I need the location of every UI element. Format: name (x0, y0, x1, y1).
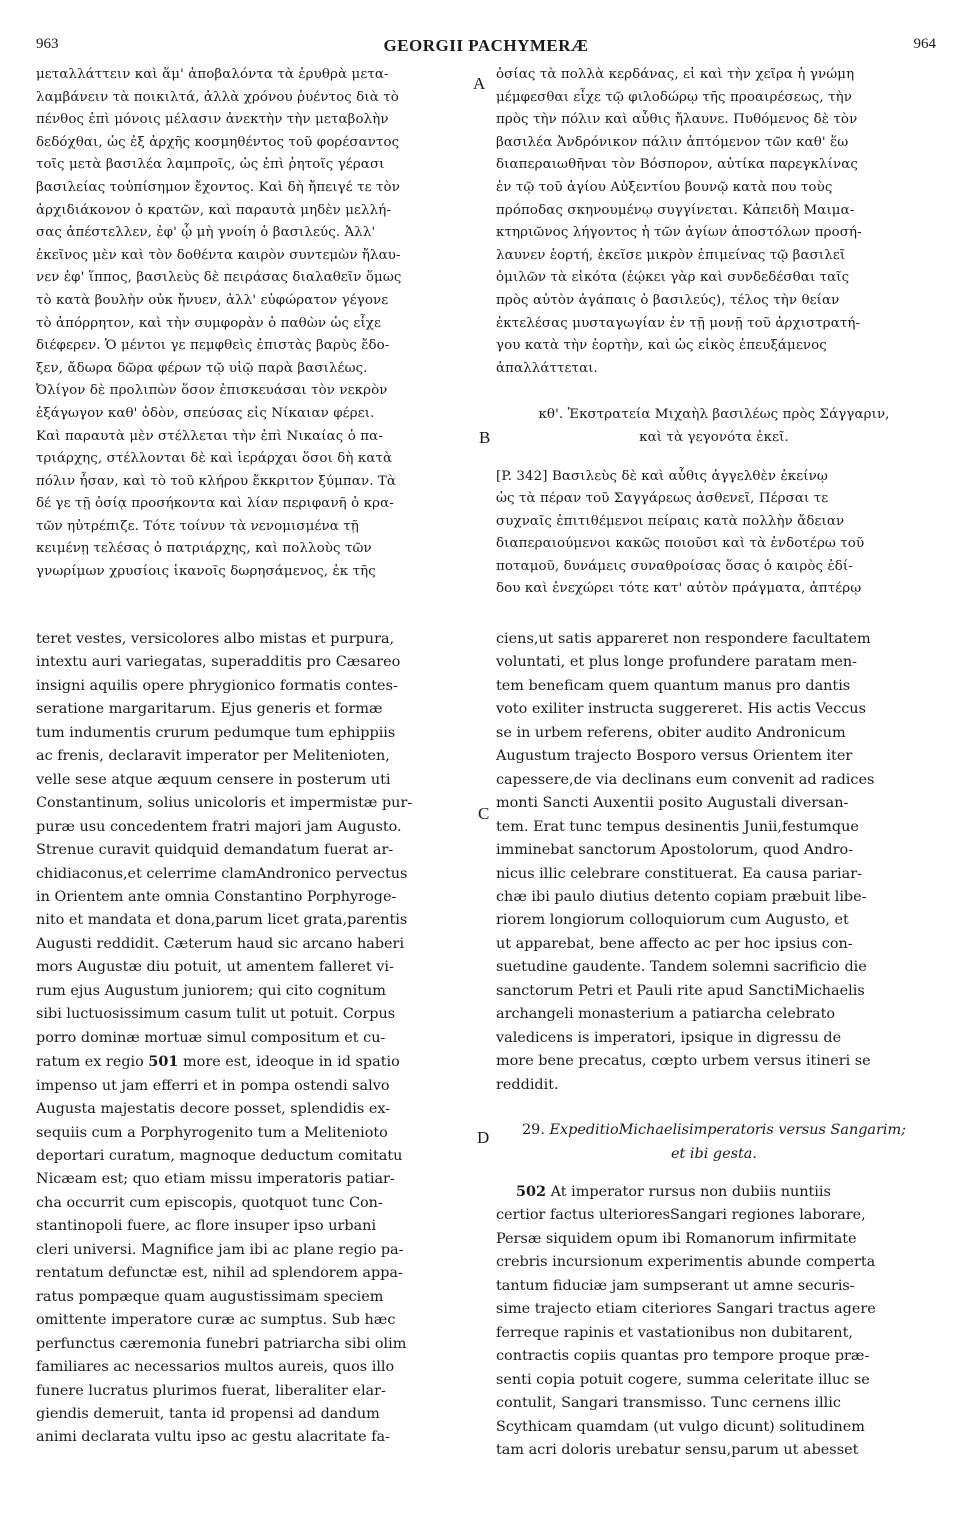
latin-text-line: porro dominæ mortuæ simul compositum et cu- (36, 1029, 386, 1046)
latin-text-line: puræ usu concedentem fratri majori jam Augusto. (36, 818, 402, 835)
greek-text-line: πρὸς τὴν πόλιν καὶ αὖθις ἤλαυνε. Πυθόμενος δὲ τὸν (496, 112, 858, 128)
greek-text-line: δέ γε τῇ ὁσίᾳ προσήκοντα καὶ λίαν περιφανῆ ὁ κρα- (36, 496, 394, 512)
latin-chapter-number: 29. (522, 1122, 545, 1139)
latin-text-line: seratione margaritarum. Ejus generis et formæ (36, 701, 383, 718)
running-title: GEORGII PACHYMERÆ (383, 36, 589, 55)
latin-text-line: tam acri doloris urebatur sensu,parum ut abesset (496, 1441, 859, 1458)
latin-line-text-tail: more est, ideoque in id spatio (178, 1054, 400, 1071)
latin-text-line: rentatum defunctæ est, nihil ad splendorem appa- (36, 1265, 403, 1282)
greek-text-line: ἀπαλλάττεται. (496, 360, 598, 376)
latin-text-line: crebris incursionum experimentis abunde comperta (496, 1254, 876, 1271)
greek-text-line: γου κατὰ τὴν ἑορτὴν, καὶ ὡς εἰκὸς ἐπευξάμενος (496, 338, 827, 354)
latin-line-text: ratum ex regio (36, 1054, 149, 1071)
greek-text-line: μέμφεσθαι εἶχε τῷ φιλοδώρῳ τῆς προαιρέσεως, τὴν (496, 89, 852, 105)
latin-right-paragraph-2 (496, 1204, 932, 1462)
greek-text-line: ἐκεῖνος μὲν καὶ τὸν δοθέντα καιρὸν συντεμὼν ἤλαυ- (36, 247, 401, 263)
greek-text-line: τὸ κατὰ βουλὴν οὐκ ἤνυεν, ἀλλ' εὐφώρατον γέγονε (36, 292, 389, 308)
latin-text-line: tantum fiduciæ jam sumpserant ut amne securis- (496, 1277, 855, 1294)
latin-text-line: voluntati, et plus longe profundere paratam men- (496, 654, 858, 671)
page-number-right: 964 (913, 36, 936, 52)
greek-text-left-column (36, 64, 470, 584)
greek-text-line: πρόποδας σκηνουμένῳ συγγίνεται. Κἀπειδὴ Μαιμα- (496, 202, 855, 218)
latin-line-text-tail: At imperator rursus non dubiis nuntiis (546, 1183, 831, 1200)
latin-text-line: sime trajecto etiam citeriores Sangari tractus agere (496, 1301, 876, 1318)
latin-text-line: senti copia potuit cogere, summa celeritate illuc se (496, 1371, 870, 1388)
margin-letter-b: B (479, 428, 491, 447)
greek-text-line: ὁμιλῶν τὰ εἰκότα (ἐῴκει γὰρ καὶ συνδεδέσθαι ταῖς (496, 270, 850, 286)
latin-text-line: capessere,de via declinans eum convenit ad radices (496, 771, 875, 788)
greek-text-line: Ὀλίγον δὲ προλιπὼν ὅσον ἐπισκευάσαι τὸν νεκρὸν (36, 383, 388, 399)
greek-text-line: νεν ἐφ' ἵππος, βασιλεὺς δὲ πειράσας διαλαθεῖν ὅμως (36, 270, 402, 286)
latin-text-line: contractis copiis quantas pro tempore proque præ- (496, 1348, 870, 1365)
margin-letter-c: C (478, 804, 490, 823)
greek-text-line: [P. 342] Βασιλεὺς δὲ καὶ αὖθις ἀγγελθὲν ἐκείνῳ (496, 468, 828, 484)
latin-left-lines-part2 (36, 1075, 474, 1450)
latin-text-line: funere lucratus plurimos fuerat, liberaliter elar- (36, 1382, 386, 1399)
margin-letter-a: A (473, 74, 486, 93)
greek-text-line: τριάρχης, στέλλονται δὲ καὶ ἱεράρχαι ὅσοι δὴ κατὰ (36, 451, 393, 467)
latin-text-line: ut apparebat, bene affecto ac per hoc ipsius con- (496, 935, 853, 952)
greek-text-line: διαπεραιούμενοι κακῶς ποιοῦσι καὶ τὰ ἐνδοτέρω τοῦ (496, 536, 865, 552)
latin-text-line: reddidit. (496, 1076, 559, 1093)
latin-text-line: ferreque rapinis et vastationibus non dubitarent, (496, 1324, 853, 1341)
latin-text-line: Strenue curavit quidquid demandatum fuerat ar- (36, 842, 394, 859)
greek-text-line: ὡς τὰ πέραν τοῦ Σαγγάρεως ἀσθενεῖ, Πέρσαι τε (496, 491, 829, 507)
latin-text-line: sequiis cum a Porphyrogenito tum a Melitenioto (36, 1124, 388, 1141)
greek-text-line: γνωρίμων χρυσίοις ἱκανοῖς δωρησάμενος, ἐκ τῆς (36, 564, 376, 580)
greek-text-line: πένθος ἐπὶ μόνοις μέλασιν ἀνεκτὴν τὴν μεταβολὴν (36, 112, 389, 128)
greek-right-paragraph-2 (496, 466, 932, 602)
greek-text-line: διαπεραιωθῆναι τὸν Βόσπορον, αὐτίκα παρεγκλίνας (496, 157, 858, 173)
latin-text-line: tem beneficam quem quantum manus pro dantis (496, 677, 851, 694)
latin-text-line: valedicens is imperatori, ipsique in digressu de (496, 1029, 842, 1046)
latin-text-line: nito et mandata et dona,parum licet grata,parentis (36, 912, 408, 929)
latin-text-line: certior factus ulterioresSangari regiones laborare, (496, 1207, 866, 1224)
greek-text-line: λαυνεν ἑορτή, ἐκεῖσε μικρὸν ἐπιμείνας τῷ βασιλεῖ (496, 247, 846, 263)
latin-text-line: Nicæam est; quo etiam missu imperatoris patiar- (36, 1171, 395, 1188)
latin-text-line: chidiaconus,et celerrime clamAndronico pervectus (36, 865, 408, 882)
greek-chapter-heading-line2: καὶ τὰ γεγονότα ἐκεῖ. (639, 429, 789, 445)
greek-text-line: κειμένῃ τελέσας ὁ πατριάρχης, καὶ πολλοὺς τῶν (36, 541, 372, 557)
latin-text-line: impenso ut jam efferri et in pompa ostendi salvo (36, 1077, 390, 1094)
greek-text-line: μεταλλάττειν καὶ ἅμ' ἀποβαλόντα τὰ ἐρυθρὰ μετα- (36, 67, 389, 82)
latin-text-line: nicus illic celebrare constituerat. Ea causa pariar- (496, 865, 862, 882)
latin-text-line: animi declarata vultu ipso ac gestu alacritate fa- (36, 1429, 390, 1446)
latin-text-line: contulit, Sangari transmisso. Tunc cernens illic (496, 1395, 841, 1412)
latin-text-line: rum ejus Augustum juniorem; qui cito cognitum (36, 982, 386, 999)
greek-text-line: λαμβάνειν τὰ ποικιλτά, ἀλλὰ χρόνου ῥυέντος διὰ τὸ (36, 89, 399, 105)
latin-text-line: Augusti reddidit. Cæterum haud sic arcano haberi (36, 935, 405, 952)
latin-line-with-page-marker (36, 1050, 474, 1074)
greek-text-line: ἐκτελέσας μυσταγωγίαν ἐν τῇ μονῇ τοῦ ἀρχιστρατή- (496, 315, 861, 331)
latin-text-line: cha occurrit cum episcopis, quotquot tunc Con- (36, 1194, 383, 1211)
latin-text-line: voto exiliter instructa suggereret. His actis Veccus (496, 701, 866, 718)
latin-text-line: stantinopoli fuere, ac flore insuper ipso urbani (36, 1218, 377, 1235)
latin-text-line: sibi luctuosissimum casum tulit ut potuit. Corpus (36, 1006, 396, 1023)
greek-text-line: ποταμοῦ, δυνάμεις συναθροίσας ὅσας ὁ καιρὸς ἐδί- (496, 558, 853, 574)
greek-text-line: ἐξάγωγον καθ' ὁδὸν, σπεύσας εἰς Νίκαιαν φέρει. (36, 405, 375, 421)
greek-text-line: Καὶ παραυτὰ μὲν στέλλεται τὴν ἐπὶ Νικαίας ὁ πα- (36, 428, 383, 444)
greek-text-line: ἐν τῷ τοῦ ἁγίου Αὐξεντίου βουνῷ κατὰ που τοὺς (496, 179, 833, 195)
latin-chapter-title: ExpeditioMichaelisimperatoris versus Sangarim; (549, 1122, 906, 1139)
greek-text-line: δεδόχθαι, ὡς ἐξ ἀρχῆς κοσμηθέντος τοῦ φορέσαντος (36, 134, 400, 150)
latin-text-line: ratus pompæque quam augustissimam speciem (36, 1288, 384, 1305)
latin-chapter-heading (496, 1119, 932, 1142)
latin-text-line: ciens,ut satis appareret non respondere facultatem (496, 631, 871, 647)
latin-text-line: se in urbem referens, obiter audito Andronicum (496, 724, 846, 741)
latin-text-line: perfunctus cæremonia funebri patriarcha sibi olim (36, 1335, 407, 1352)
latin-text-line: riorem longiorum colloquiorum cum Augusto, et (496, 912, 849, 929)
greek-text-line: σας ἀπέστελλεν, ἐφ' ᾧ μὴ γνοίη ὁ βασιλεύς. Ἀλλ' (36, 225, 376, 241)
greek-text-line: ξεν, ἄδωρα δῶρα φέρων τῷ υἱῷ παρὰ βασιλέως. (36, 360, 368, 376)
latin-text-line: familiares ac necessarios multos aureis, quos illo (36, 1359, 395, 1376)
greek-chapter-heading: κθ'. Ἐκστρατεία Μιχαὴλ βασιλέως πρὸς Σάγγαριν, (538, 407, 890, 423)
greek-text-line: δου καὶ ἐνεχώρει τότε κατ' αὐτὸν πράγματα, ἀπτέρῳ (496, 581, 862, 597)
latin-text-line: sanctorum Petri et Pauli rite apud SanctiMichaelis (496, 982, 865, 999)
latin-text-line: intextu auri variegatas, superadditis pro Cæsareo (36, 654, 401, 671)
greek-text-line: ὁσίας τὰ πολλὰ κερδάνας, εἰ καὶ τὴν χεῖρα ἡ γνώμη (496, 67, 855, 82)
latin-text-line: more bene precatus, cœpto urbem versus itineri se (496, 1053, 871, 1070)
greek-text-line: τὸ ἀπόρρητον, καὶ τὴν συμφορὰν ὁ παθὼν ὡς εἶχε (36, 315, 382, 331)
latin-text-line: omittente imperatore curæ ac sumptus. Sub hæc (36, 1312, 396, 1329)
latin-text-line: deportari curatum, magnoque deductum comitatu (36, 1147, 403, 1164)
latin-text-line: tem. Erat tunc tempus desinentis Junii,festumque (496, 818, 859, 835)
latin-line-with-page-marker (496, 1180, 932, 1204)
greek-text-line: κτηριῶνος λήγοντος ἡ τῶν ἁγίων ἀποστόλων προσή- (496, 225, 862, 241)
greek-text-line: διέφερεν. Ὁ μέντοι γε πεμφθεὶς ἐπιστὰς βαρὺς ἔδο- (36, 338, 390, 354)
latin-text-line: insigni aquilis opere phrygionico formatis contes- (36, 677, 398, 694)
latin-text-line: Augusta majestatis decore posset, splendidis ex- (36, 1101, 391, 1118)
latin-left-lines-part1 (36, 628, 474, 1050)
greek-right-paragraph (496, 64, 932, 380)
page-marker-502: 502 (516, 1182, 547, 1200)
latin-text-line: Scythicam quamdam (ut vulgo dicunt) solitudinem (496, 1418, 865, 1435)
latin-text-line: imminebat sanctorum Apostolorum, quod Andro- (496, 842, 854, 859)
latin-right-paragraph (496, 628, 932, 1097)
latin-text-line: in Orientem ante omnia Constantino Porphyroge- (36, 888, 397, 905)
latin-text-line: mors Augustæ diu potuit, ut amentem falleret vi- (36, 959, 394, 976)
greek-text-line: πόλιν ἦσαν, καὶ τὸ τοῦ κλήρου ἔκκριτον ξύμπαν. Τὰ (36, 473, 397, 489)
greek-text-line: τοῖς μετὰ βασιλέα λαμπροῖς, ὡς ἐπὶ ῥητοῖς γέρασι (36, 157, 385, 173)
latin-text-line: archangeli monasterium a patiarcha celebrato (496, 1006, 836, 1023)
page-number-left: 963 (36, 36, 59, 52)
greek-text-line: τῶν ηὐτρέπιζε. Τότε τοίνυν τὰ νενομισμένα τῇ (36, 518, 359, 534)
greek-text-line: βασιλέα Ἀνδρόνικον πάλιν ἁπτόμενον τῶν καθ' ἕω (496, 134, 849, 150)
greek-text-line: ἀρχιδιάκονον ὁ κρατῶν, καὶ παραυτὰ μηδὲν μελλή- (36, 202, 392, 218)
latin-text-line: Persæ siquidem opum ibi Romanorum infirmitate (496, 1230, 857, 1247)
latin-text-line: Constantinum, solius unicoloris et impermistæ pur- (36, 795, 413, 812)
latin-text-line: cleri universi. Magnifice jam ibi ac plane regio pa- (36, 1241, 404, 1258)
greek-text-line: πρὸς αὐτὸν ἀγάπαις ὁ βασιλεύς), τέλος τὴν θείαν (496, 292, 840, 308)
latin-text-line: teret vestes, versicolores albo mistas et purpura, (36, 631, 395, 647)
latin-text-line: giendis demeruit, tanta id propensi ad dandum (36, 1405, 380, 1422)
greek-text-line: συχναῖς ἐπιτιθέμενοι πείραις κατὰ πολλὴν ἄδειαν (496, 513, 845, 529)
latin-text-line: velle sese atque æquum censere in posterum uti (36, 771, 391, 788)
greek-text-right-column (496, 64, 932, 601)
greek-text-line: βασιλείας τοὐπίσημον ἔχοντος. Καὶ δὴ ἤπειγέ τε τὸν (36, 179, 400, 195)
running-header (36, 36, 936, 58)
latin-text-line: tum indumentis crurum pedumque tum ephippiis (36, 724, 396, 741)
latin-text-line: chæ ibi paulo diutius detento copiam præbuit libe- (496, 888, 867, 905)
latin-text-line: monti Sancti Auxentii posito Augustali diversan- (496, 795, 849, 812)
page-marker-501: 501 (148, 1053, 179, 1071)
margin-letter-d: D (477, 1128, 490, 1147)
latin-text-line: Augustum trajecto Bosporo versus Orientem iter (496, 748, 853, 765)
latin-text-line: suetudine gaudente. Tandem solemni sacrificio die (496, 959, 867, 976)
latin-text-line: ac frenis, declaravit imperator per Melitenioten, (36, 748, 390, 765)
latin-chapter-heading-line2: et ibi gesta. (671, 1145, 757, 1162)
latin-translation-right-column (496, 628, 932, 1462)
latin-translation-left-column (36, 628, 474, 1450)
